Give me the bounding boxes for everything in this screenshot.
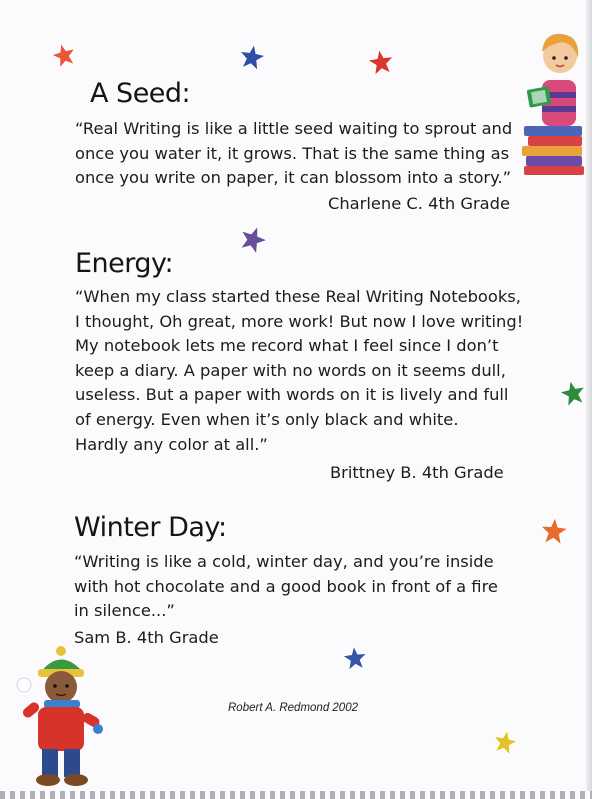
quote-line: in silence...” (74, 601, 175, 621)
section-title-energy: Energy: (75, 248, 174, 279)
girl-reading-books-sticker (520, 18, 588, 178)
star-red-top-icon (366, 47, 396, 77)
star-yellow-bottom-icon (491, 728, 519, 756)
section-title-winter: Winter Day: (74, 512, 227, 543)
quote-line: Hardly any color at all.” (75, 434, 268, 454)
winter-kid-sticker (14, 643, 106, 787)
quote-line: once you write on paper, it can blossom into a story.” (75, 168, 512, 188)
star-purple-mid-icon (237, 223, 269, 255)
footer-author: Robert A. Redmond 2002 (228, 702, 358, 714)
quote-line: keep a diary. A paper with no words on it seems dull, (75, 360, 506, 380)
quote-line: “Real Writing is like a little seed waiting to sprout and (75, 119, 513, 138)
quote-line: with hot chocolate and a good book in front of a fire (74, 576, 498, 596)
attribution-energy: Brittney B. 4th Grade (330, 463, 504, 482)
quote-line: “Writing is like a cold, winter day, and you’re inside (74, 552, 494, 571)
quote-line: My notebook lets me record what I feel since I don’t (75, 336, 499, 356)
page-edge-bottom (0, 791, 592, 799)
quote-line: useless. But a paper with words on it is lively and full (75, 385, 509, 405)
quote-line: of energy. Even when it’s only black and white. (75, 409, 459, 429)
quote-line: I thought, Oh great, more work! But now I love writing! (75, 311, 524, 331)
quote-winter (74, 550, 498, 624)
star-blue-top-icon (237, 42, 267, 72)
star-orange-right-icon (538, 515, 570, 547)
quote-line: once you water it, it grows. That is the same thing as (75, 143, 510, 163)
quote-energy (75, 285, 523, 457)
star-blue-bottom-icon (341, 644, 369, 672)
attribution-seed: Charlene C. 4th Grade (328, 194, 511, 213)
quote-seed (75, 117, 512, 191)
attribution-winter: Sam B. 4th Grade (74, 628, 219, 647)
quote-line: “When my class started these Real Writing Notebooks, (75, 287, 521, 306)
star-orange-top-left-icon (50, 41, 78, 69)
star-green-right-icon (558, 378, 588, 408)
section-title-seed: A Seed: (90, 78, 191, 109)
